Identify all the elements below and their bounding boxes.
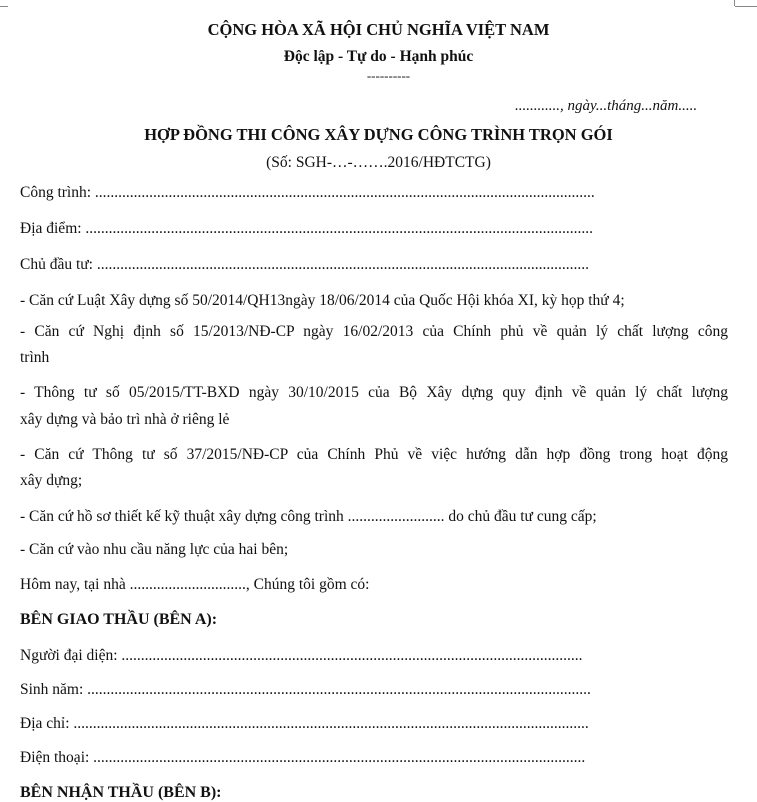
basis-circular-37-line1: - Căn cứ Thông tư số 37/2015/NĐ-CP của Chính Phủ về việc hướng dẫn hợp đồng trong hoạt động <box>20 446 728 463</box>
header-separator: ---------- <box>366 68 411 83</box>
page-corner-mark-right <box>735 6 757 7</box>
page-corner-mark-left <box>0 6 8 7</box>
contract-number: (Số: SGH-…-…….2016/HĐTCTG) <box>266 154 491 171</box>
field-dia-diem: Địa điểm: ................................................................................................................................... <box>20 220 594 237</box>
basis-needs: - Căn cứ vào nhu cầu năng lực của hai bên; <box>20 541 289 558</box>
party-a-address: Địa chỉ: ..................................................................................................................................... <box>20 715 589 732</box>
today-line: Hôm nay, tại nhà .............................., Chúng tôi gồm có: <box>20 576 370 593</box>
motto: Độc lập - Tự do - Hạnh phúc <box>283 48 474 65</box>
basis-design-docs: - Căn cứ hồ sơ thiết kế kỹ thuật xây dựng công trình ......................... do chủ đầu tư cung cấp; <box>20 508 597 525</box>
field-cong-trinh: Công trình: ................................................................................................................................. <box>20 184 595 201</box>
contract-title: HỢP ĐỒNG THI CÔNG XÂY DỰNG CÔNG TRÌNH TRỌN GÓI <box>144 125 613 144</box>
basis-circular-05-line2: xây dựng và bảo trì nhà ở riêng lẻ <box>20 411 230 428</box>
basis-decree-line1: - Căn cứ Nghị định số 15/2013/NĐ-CP ngày 16/02/2013 của Chính phủ về quản lý chất lượng công <box>20 323 728 340</box>
party-b-heading: BÊN NHẬN THẦU (BÊN B): <box>20 784 222 801</box>
field-chu-dau-tu: Chủ đầu tư: ............................................................................................................................... <box>20 256 589 273</box>
page-corner-mark-right-vertical <box>734 0 735 6</box>
party-a-birth-year: Sinh năm: .................................................................................................................................. <box>20 681 591 698</box>
party-a-heading: BÊN GIAO THẦU (BÊN A): <box>20 611 218 628</box>
date-line: ............, ngày...tháng...năm..... <box>515 98 698 114</box>
basis-circular-37-line2: xây dựng; <box>20 472 83 489</box>
basis-law: - Căn cứ Luật Xây dựng số 50/2014/QH13ngày 18/06/2014 của Quốc Hội khóa XI, kỳ họp thứ 4; <box>20 292 625 309</box>
party-a-phone: Điện thoại: ............................................................................................................................... <box>20 749 586 766</box>
party-a-representative: Người đại diện: ....................................................................................................................... <box>20 647 583 664</box>
basis-circular-05-line1: - Thông tư số 05/2015/TT-BXD ngày 30/10/2015 của Bộ Xây dựng quy định về quản lý chất lượng <box>20 384 728 401</box>
country-heading: CỘNG HÒA XÃ HỘI CHỦ NGHĨA VIỆT NAM <box>207 20 550 39</box>
basis-decree-line2: trình <box>20 349 50 366</box>
